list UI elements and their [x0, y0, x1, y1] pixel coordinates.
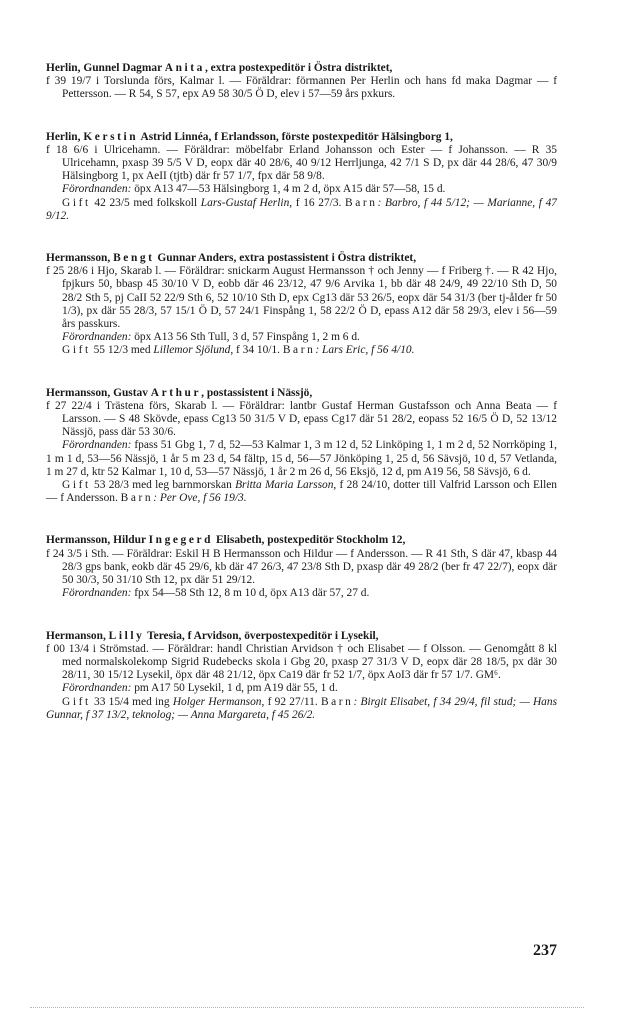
entry-appointments: Förordnanden: fpass 51 Gbg 1, 7 d, 52—53 Kalmar 1, 3 m 12 d, 52 Linköping 1, 1 m 2 d, 52 Norrköping 1, 1 m 1 d, 53—56 Nässjö, 1 år 5 m 23 d, 54 fältp, 15 d, 56—57 Jönköping 1, 25 d, 56 Sävsjö, 10 d, 57 Vetlanda, 1 m 27 d, ktr 52 Kalmar 1, 10 d, 53—57 Nässjö, 1 år 2 m 26 d, 56 Eksjö, 12 d, pm A19 56, 58 Sävsjö, 6 d.: [46, 439, 557, 478]
entry-body: f 25 28/6 i Hjo, Skarab l. — Föräldrar: snickarm August Hermansson † och Jenny — f Friberg †. — R 42 Hjo, fpjkurs 50, bbasp 45 30/10 V D, eobb där 46 23/12, 47 9/6 Arvika 1, bb där 48 24/9, 49 22/10 Sth D, 50 28/2 Sth 5, pj CaII 52 22/9 Sth 6, 52 10/10 Sth D, epx Cg13 där 53 26/5, eopx där 54 31/3 (ber tj-ålder fr 50 1/3), px där 55 28/3, 57 15/1 Ö D, 57 24/1 Finspång 1, 58 22/2 Ö D, epass A12 där 58 29/3, elev i 56—59 års passkurs.: [46, 265, 557, 331]
entry-heading: Hermanson, Lilly Teresia, f Arvidson, överpostexpeditör i Lysekil,: [46, 629, 379, 642]
entry-appointments: Förordnanden: fpx 54—58 Sth 12, 8 m 10 d, öpx A13 där 57, 27 d.: [62, 587, 370, 600]
biography-entry: [46, 62, 557, 102]
page-number: 237: [533, 942, 557, 959]
biography-entry: [46, 387, 557, 506]
entry-appointments: Förordnanden: pm A17 50 Lysekil, 1 d, pm A19 där 55, 1 d.: [62, 682, 338, 695]
page-content: [46, 62, 557, 751]
entry-appointments: Förordnanden: öpx A13 47—53 Hälsingborg 1, 4 m 2 d, öpx A15 där 57—58, 15 d.: [62, 183, 446, 196]
entry-family: Gift 55 12/3 med Lillemor Sjölund, f 34 10/1. Barn: Lars Eric, f 56 4/10.: [62, 344, 415, 357]
entry-heading: Herlin, Gunnel Dagmar Anita, extra postexpeditör i Östra distriktet,: [46, 62, 393, 74]
bottom-divider: [30, 1007, 584, 1008]
entry-body: f 39 19/7 i Torslunda förs, Kalmar l. — Föräldrar: förmannen Per Herlin och hans fd maka Dagmar — f Pettersson. — R 54, S 57, epx A9 58 30/5 Ö D, elev i 57—59 års pxkurs.: [46, 75, 557, 101]
biography-entry: [46, 252, 557, 358]
entry-heading: Herlin, Kerstin Astrid Linnéa, f Erlandsson, förste postexpeditör Hälsingborg 1,: [46, 130, 453, 143]
entry-heading: Hermansson, Gustav Arthur, postassistent i Nässjö,: [46, 386, 313, 399]
entry-body: f 00 13/4 i Strömstad. — Föräldrar: handl Christian Arvidson † och Elisabet — f Olsson. — Genomgått 8 kl med normalskolekomp Sigrid Rudebecks skola i Gbg 20, pxasp 27 31/3 V D, eopx där 28 18/5, px där 30 28/11, 30 15/12 Lysekil, öpx där 48 21/12, öpx Ca19 där fr 52 1/7, öpx AoI3 där fr 57 1/7. GM⁶.: [46, 642, 557, 682]
entry-heading: Hermansson, Hildur Ingegerd Elisabeth, postexpeditör Stockholm 12,: [46, 534, 406, 547]
entry-appointments: Förordnanden: öpx A13 56 Sth Tull, 3 d, 57 Finspång 1, 2 m 6 d.: [62, 331, 360, 344]
entry-body: f 18 6/6 i Ulricehamn. — Föräldrar: möbelfabr Erland Johansson och Ester — f Johansson. — R 35 Ulricehamn, pxasp 39 5/5 V D, eopx där 40 28/6, 40 9/12 Herrljunga, 42 7/1 S D, px där 44 28/6, 47 30/9 Hälsingborg 1, px AeII (tjtb) där fr 57 1/7, fpx där 58 9/8.: [46, 143, 557, 183]
entry-family: Gift 53 28/3 med leg barnmorskan Britta Maria Larsson, f 28 24/10, dotter till Valfrid Larsson och Ellen — f Andersson. Barn: Per Ove, f 56 19/3.: [46, 479, 557, 505]
biography-entry: [46, 534, 557, 600]
biography-entry: [46, 630, 557, 722]
biography-entry: [46, 131, 557, 223]
entry-family: Gift 33 15/4 med ing Holger Hermanson, f 92 27/11. Barn: Birgit Elisabet, f 34 29/4, fil stud; — Hans Gunnar, f 37 13/2, teknolog; — Anna Margareta, f 45 26/2.: [46, 695, 557, 721]
entry-body: f 27 22/4 i Trästena förs, Skarab l. — Föräldrar: lantbr Gustaf Herman Gustafsson och Anna Beata — f Larsson. — S 48 Skövde, epass Cg13 50 31/5 V D, epass Cg17 där 51 28/2, eopass 52 16/5 Ö D, 52 13/12 Nässjö, pass där 53 30/6.: [46, 399, 557, 439]
entry-body: f 24 3/5 i Sth. — Föräldrar: Eskil H B Hermansson och Hildur — f Andersson. — R 41 Sth, S där 47, kbasp 44 28/3 gps bank, eokb där 45 29/6, kb där 47 26/3, 47 23/8 Sth D, pxasp där 49 28/2 (ber fr 47 22/7), eopx där 50 30/3, 50 31/10 Sth 12, px där 51 29/12.: [46, 547, 557, 587]
entry-family: Gift 42 23/5 med folkskoll Lars-Gustaf Herlin, f 16 27/3. Barn: Barbro, f 44 5/12; — Marianne, f 47 9/12.: [46, 196, 558, 222]
entry-heading: Hermansson, Bengt Gunnar Anders, extra postassistent i Östra distriktet,: [46, 252, 417, 265]
